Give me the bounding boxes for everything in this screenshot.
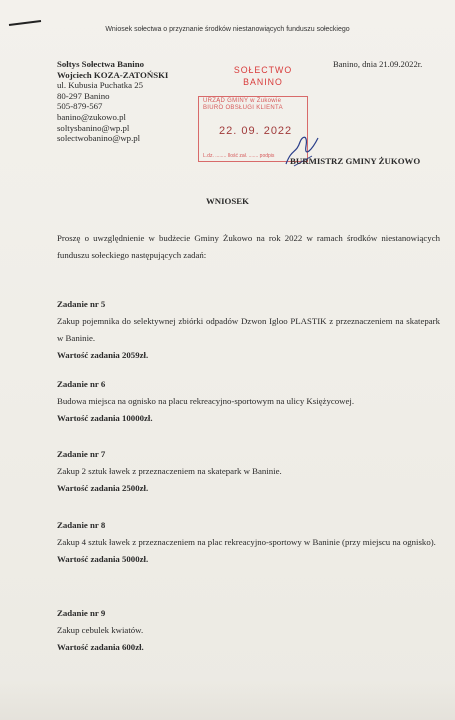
task-8 (57, 517, 440, 568)
task-value: Wartość zadania 5000zł. (57, 554, 149, 564)
task-7 (57, 446, 440, 497)
addressee: BURMISTRZ GMINY ŻUKOWO (290, 156, 421, 166)
received-stamp-dept: BIURO OBSŁUGI KLIENTA (203, 105, 283, 111)
stamp-line-1: SOŁECTWO (233, 65, 293, 75)
sender-block (57, 59, 168, 144)
task-5 (57, 296, 440, 364)
task-number: Zadanie nr 6 (57, 379, 106, 389)
received-stamp-date: 22. 09. 2022 (219, 125, 293, 137)
task-description: Zakup pojemnika do selektywnej zbiórki odpadów Dzwon Igloo PLASTIK z przeznaczeniem na skatepark w Baninie. (57, 316, 440, 343)
task-number: Zadanie nr 8 (57, 520, 106, 530)
sender-city: 80-297 Banino (57, 90, 110, 101)
task-value: Wartość zadania 2059zł. (57, 350, 149, 360)
received-stamp-footer: L.dz. ........ Ilość zał. ....... podpis (203, 153, 275, 159)
sender-email-3: solectwobanino@wp.pl (57, 133, 141, 144)
stamp-line-2: BANINO (243, 77, 283, 87)
task-number: Zadanie nr 9 (57, 608, 106, 618)
task-description: Zakup 2 sztuk ławek z przeznaczeniem na skatepark w Baninie. (57, 466, 282, 476)
task-9 (57, 605, 440, 656)
task-number: Zadanie nr 7 (57, 449, 106, 459)
solectwo-stamp (229, 64, 297, 88)
task-6 (57, 376, 440, 427)
sender-street: ul. Kubusia Puchatka 25 (57, 80, 144, 91)
task-value: Wartość zadania 10000zł. (57, 413, 153, 423)
task-value: Wartość zadania 600zł. (57, 642, 144, 652)
received-stamp-office: URZĄD GMINY w Żukowie (203, 98, 282, 104)
sender-phone: 505-879-567 (57, 101, 103, 112)
intro-paragraph: Proszę o uwzględnienie w budżecie Gminy Żukowo na rok 2022 w ramach środków niestanowiących funduszu sołeckiego następujących zadań: (57, 233, 440, 260)
document-date: Banino, dnia 21.09.2022r. (333, 59, 423, 69)
sender-title: Sołtys Sołectwa Banino (57, 59, 145, 69)
task-description: Budowa miejsca na ognisko na placu rekreacyjno-sportowym na ulicy Księżycowej. (57, 396, 355, 406)
page-shadow (0, 680, 455, 720)
document-header: Wniosek sołectwa o przyznanie środków niestanowiących funduszu sołeckiego (105, 26, 350, 33)
task-number: Zadanie nr 5 (57, 299, 106, 309)
task-value: Wartość zadania 2500zł. (57, 483, 149, 493)
document-title: WNIOSEK (205, 196, 250, 206)
task-description: Zakup cebulek kwiatów. (57, 625, 144, 635)
sender-email-2: soltysbanino@wp.pl (57, 122, 130, 133)
sender-email-1: banino@zukowo.pl (57, 111, 126, 122)
task-description: Zakup 4 sztuk ławek z przeznaczeniem na plac rekreacyjno-sportowy w Baninie (przy miejscu na ognisko). (57, 537, 436, 547)
sender-name: Wojciech KOZA-ZATOŃSKI (57, 69, 169, 80)
